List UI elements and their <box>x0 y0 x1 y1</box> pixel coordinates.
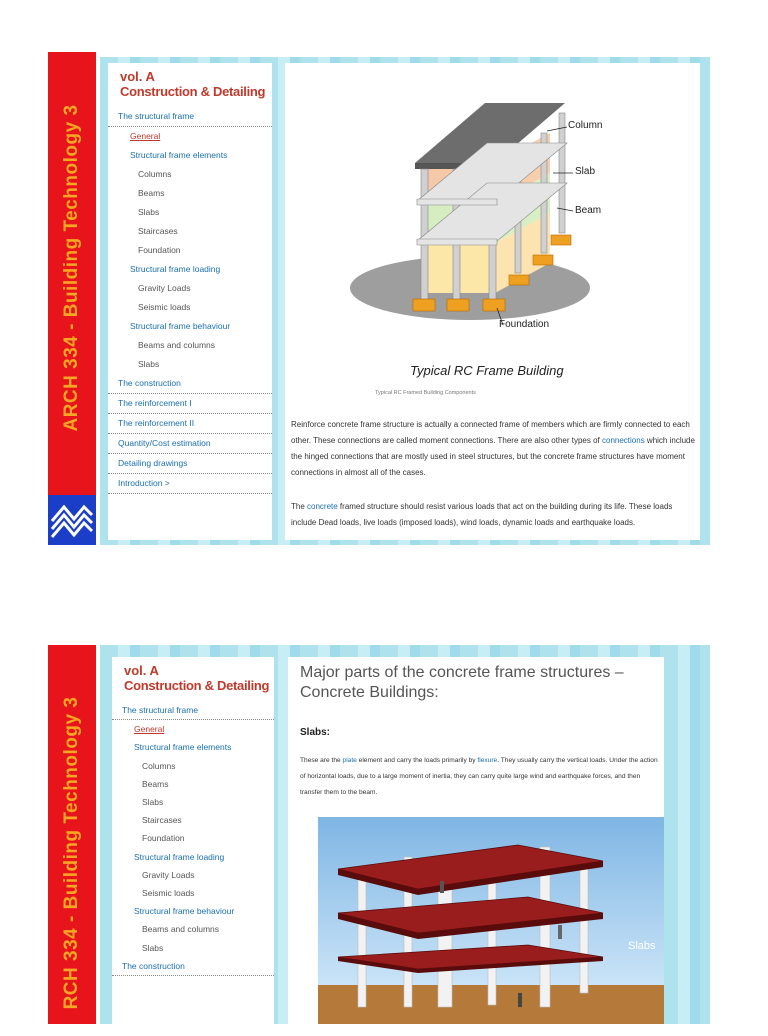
sidebar-item-slabs[interactable]: Slabs <box>142 797 164 808</box>
figure-caption: Typical RC Frame Building <box>410 363 564 378</box>
logo-icon <box>48 495 96 545</box>
sidebar-item-gravity-loads[interactable]: Gravity Loads <box>138 283 191 293</box>
sidebar-item-gravity-loads[interactable]: Gravity Loads <box>142 869 195 880</box>
sidebar-item-foundation[interactable]: Foundation <box>142 833 185 844</box>
course-title: ARCH 334 - Building Technology 3 <box>61 104 82 432</box>
sidebar-subtitle: Construction & Detailing <box>120 84 266 99</box>
vol-label: vol. A <box>120 69 155 84</box>
sidebar-item-general[interactable]: General <box>130 131 161 141</box>
sidebar-item-general[interactable]: General <box>134 724 165 735</box>
sidebar-item-columns[interactable]: Columns <box>142 760 176 771</box>
nav-list <box>112 701 274 976</box>
sidebar-item-structural-frame-loading[interactable]: Structural frame loading <box>130 264 221 274</box>
slabs-heading: Slabs: <box>300 727 331 738</box>
label-foundation: Foundation <box>499 319 550 330</box>
sidebar-item-the-construction[interactable]: The construction <box>112 957 274 976</box>
slabs-building-render <box>318 817 664 1024</box>
plate-link[interactable]: plate <box>342 757 357 764</box>
figure-subcaption: Typical RC Framed Building Components <box>375 390 476 396</box>
red-side-bar <box>48 52 96 495</box>
sidebar-item-staircases[interactable]: Staircases <box>142 815 182 826</box>
label-column: Column <box>568 120 603 131</box>
label-beam: Beam <box>575 205 602 216</box>
paragraph-2-text-a: The <box>291 502 308 511</box>
vol-label: vol. A <box>124 663 159 678</box>
sidebar-item-seismic-loads[interactable]: Seismic loads <box>142 888 195 899</box>
slabs-paragraph <box>300 753 662 801</box>
concrete-link[interactable]: concrete <box>307 502 338 511</box>
paragraph-2-text-b: framed structure should resist various loads that act on the building during its life. These loads include Dead loads, live loads (imposed loads), wind loads, dynamic loads and earthquake loads. <box>291 502 673 527</box>
sidebar-item-structural-frame-loading[interactable]: Structural frame loading <box>134 851 225 862</box>
sidebar-subtitle: Construction & Detailing <box>124 678 270 693</box>
sidebar-item-introduction[interactable]: Introduction > <box>108 474 272 494</box>
sidebar-item-the-structural-frame[interactable]: The structural frame <box>112 701 274 720</box>
paragraph-1 <box>291 417 696 481</box>
sidebar-item-structural-frame-behaviour[interactable]: Structural frame behaviour <box>134 906 235 917</box>
slabs-text-b: element and carry the loads primarily by <box>356 757 478 764</box>
sidebar-item-the-reinforcement-i[interactable]: The reinforcement I <box>108 394 272 414</box>
sidebar-item-beams[interactable]: Beams <box>142 778 169 789</box>
sidebar-nav <box>108 63 272 540</box>
sidebar-item-quantity-cost-estimation[interactable]: Quantity/Cost estimation <box>108 434 272 454</box>
slide-2 <box>48 645 710 1024</box>
paragraph-1-text-a: Reinforce concrete frame structure is actually a connected frame of members which are firmly connected to each other. These connections are called moment connections. There are also other types of <box>291 420 690 445</box>
sidebar-item-structural-frame-elements[interactable]: Structural frame elements <box>134 742 232 753</box>
course-title: RCH 334 - Building Technology 3 <box>61 696 82 1010</box>
paragraph-1-text-b: which include the hinged connections that are mostly used in steel structures, but the concrete frame structures have moment connections in almost all of the cases. <box>291 436 695 477</box>
sidebar-item-staircases[interactable]: Staircases <box>138 226 178 236</box>
sidebar-item-structural-frame-elements[interactable]: Structural frame elements <box>130 150 228 160</box>
label-slab: Slab <box>575 166 596 177</box>
content-panel <box>285 63 700 540</box>
section-heading: Major parts of the concrete frame structures – Concrete Buildings: <box>300 664 624 701</box>
sidebar-item-beams-and-columns[interactable]: Beams and columns <box>142 924 220 935</box>
content-panel <box>288 657 664 1024</box>
photo-label-slabs: Slabs <box>628 940 656 952</box>
rc-frame-building-illustration <box>285 63 700 363</box>
sidebar-item-foundation[interactable]: Foundation <box>138 245 181 255</box>
sidebar-item-slabs[interactable]: Slabs <box>138 207 160 217</box>
sidebar-item-slabs[interactable]: Slabs <box>138 359 160 369</box>
sidebar-item-the-construction[interactable]: The construction <box>108 374 272 394</box>
sidebar-item-beams-and-columns[interactable]: Beams and columns <box>138 340 216 350</box>
red-side-bar <box>48 645 96 1024</box>
sidebar-item-columns[interactable]: Columns <box>138 169 172 179</box>
flexure-link[interactable]: flexure <box>477 757 498 764</box>
sidebar-item-beams[interactable]: Beams <box>138 188 165 198</box>
sidebar-item-slabs[interactable]: Slabs <box>142 942 164 953</box>
logo <box>48 495 96 545</box>
sidebar-item-the-reinforcement-ii[interactable]: The reinforcement II <box>108 414 272 434</box>
slabs-text-c: . They usually carry the vertical loads. Under the action of horizontal loads, due to a large moment of inertia, they can carry quite large wind and earthquake forces, and then transfer them to the beam. <box>300 757 658 796</box>
sidebar-nav <box>112 657 274 1036</box>
sidebar-item-seismic-loads[interactable]: Seismic loads <box>138 302 191 312</box>
slide-1 <box>48 52 710 545</box>
paragraph-2 <box>291 499 696 531</box>
slabs-text-a: These are the <box>300 757 343 764</box>
connections-link[interactable]: connections <box>602 436 645 445</box>
sidebar-item-structural-frame-behaviour[interactable]: Structural frame behaviour <box>130 321 231 331</box>
sidebar-item-detailing-drawings[interactable]: Detailing drawings <box>108 454 272 474</box>
nav-list <box>108 107 272 494</box>
sidebar-item-the-structural-frame[interactable]: The structural frame <box>108 107 272 127</box>
